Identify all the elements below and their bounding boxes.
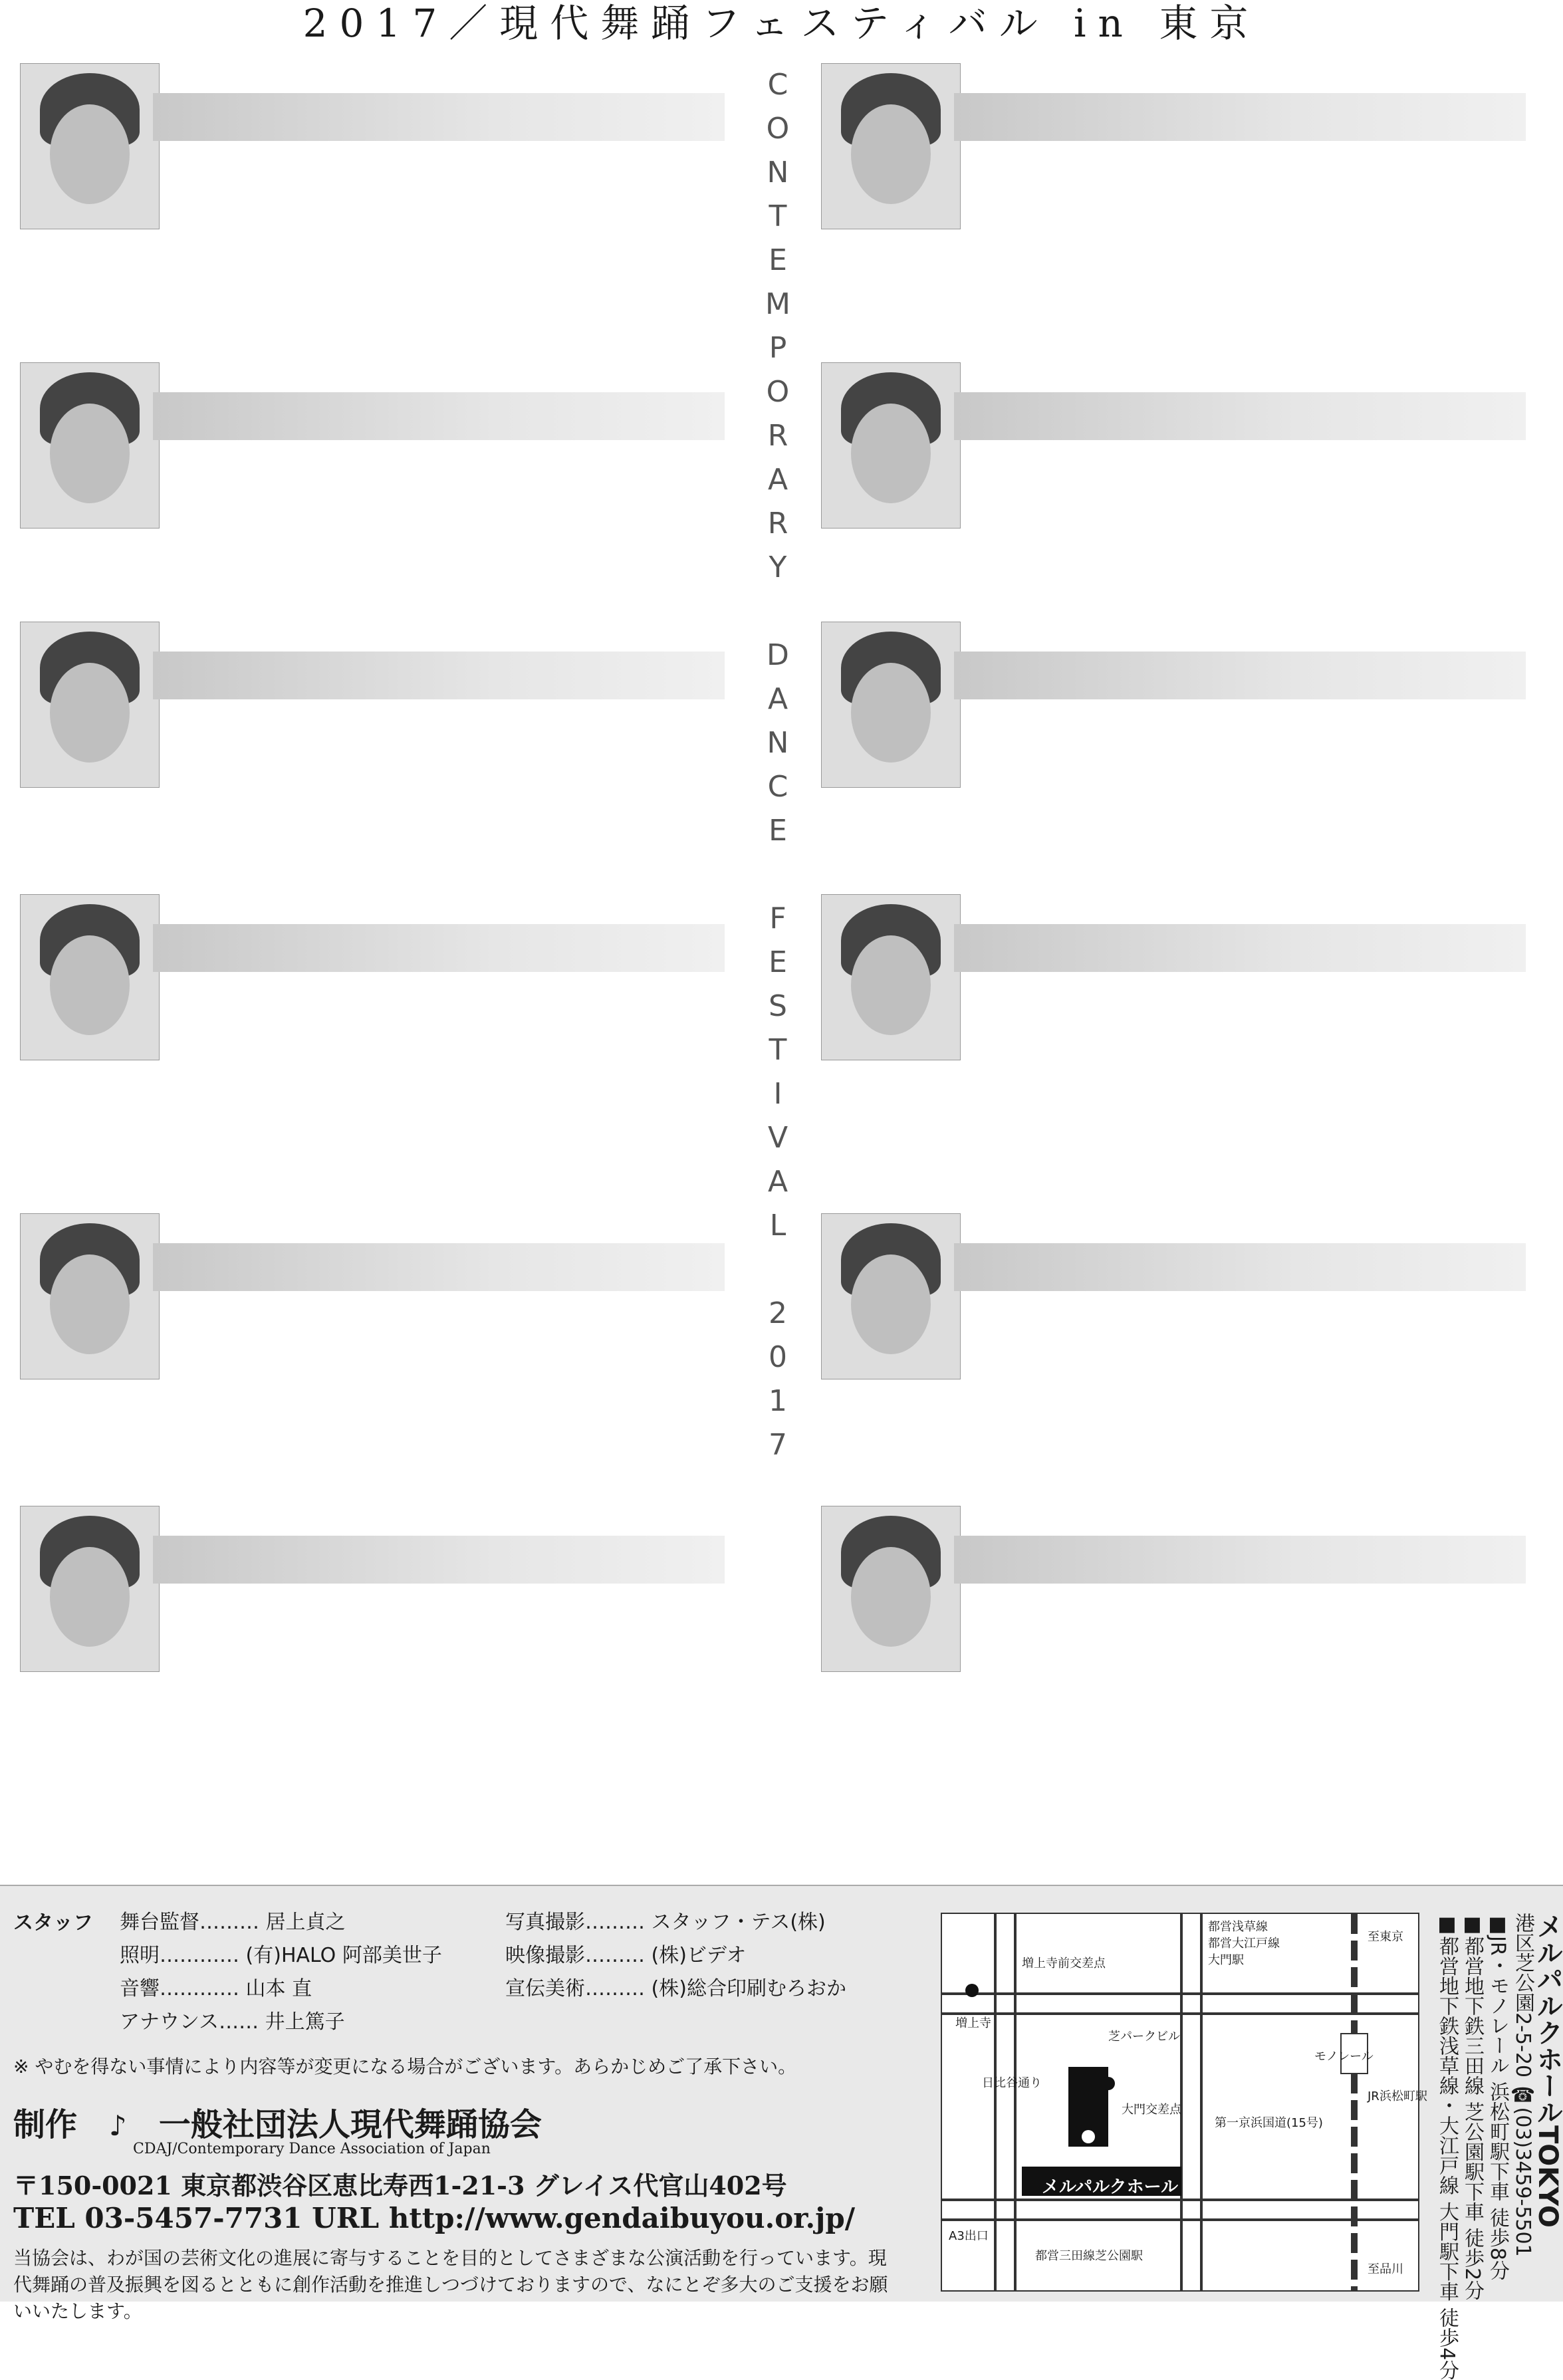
performer-photo [821, 1213, 961, 1379]
vertical-letter [751, 1248, 804, 1292]
tel-url: TEL 03-5457-7731 URL http://www.gendaibuyou.or.jp/ [13, 2202, 856, 2234]
staff-item: 舞台監督……… 居上貞之 [120, 1911, 346, 1934]
map-label: 日比谷通り [982, 2076, 1042, 2090]
vertical-letter: 7 [769, 1428, 787, 1462]
entry-name-bar [954, 1536, 1526, 1584]
photo-face [50, 404, 130, 503]
photo-face [851, 404, 931, 503]
staff-item: 宣伝美術……… (株)総合印刷むろおか [505, 1977, 846, 2000]
vertical-letter: C [767, 770, 788, 804]
performer-photo [821, 622, 961, 788]
photo-face [50, 1254, 130, 1354]
vertical-letter: N [767, 156, 789, 189]
vertical-letter [751, 853, 804, 897]
organization [13, 2099, 542, 2145]
vertical-letter: A [767, 1165, 788, 1199]
vertical-letter: N [767, 726, 789, 760]
staff-item: アナウンス…… 井上篤子 [120, 2010, 345, 2034]
map-label: A3出口 [949, 2229, 989, 2243]
vertical-letter: E [769, 243, 787, 277]
vertical-letter: T [769, 1033, 787, 1067]
org-subtitle: CDAJ/Contemporary Dance Association of Japan [133, 2141, 491, 2157]
vertical-letter: P [769, 331, 787, 365]
venue-line: ■JR・モノレール 浜松町駅下車 徒歩8分 [1486, 1913, 1509, 2280]
vertical-letter: E [769, 945, 787, 979]
map-label: 芝パークビル [1108, 2030, 1180, 2044]
map-label: 大門交差点 [1122, 2103, 1181, 2117]
entry-name-bar [153, 1536, 725, 1584]
venue-info [1426, 1913, 1563, 2380]
map-label: 大門駅 [1208, 1953, 1244, 1967]
staff-label: スタッフ [13, 1911, 93, 1935]
performer-photo [20, 63, 160, 229]
vertical-letter: A [767, 682, 788, 716]
photo-face [851, 104, 931, 204]
performer-photo [20, 622, 160, 788]
performer-photo [20, 362, 160, 529]
staff-item: 音響………… 山本 直 [120, 1977, 312, 2000]
map-label: 都営大江戸線 [1208, 1937, 1280, 1951]
entry-name-bar [954, 1243, 1526, 1291]
vertical-letter: D [767, 638, 789, 672]
notice: ※ やむを得ない事情により内容等が変更になる場合がございます。あらかじめご了承下さい。 [13, 2056, 797, 2078]
entry-name-bar [153, 1243, 725, 1291]
photo-face [50, 104, 130, 204]
access-map [941, 1913, 1427, 2292]
description: 当協会は、わが国の芸術文化の進展に寄与することを目的としてさまざまな公演活動を行っています。現代舞踊の普及振興を図るとともに創作活動を推進しつづけておりますので、なにとぞ多大のご支援をお願いいたします。 [13, 2247, 888, 2322]
entry-name-bar [153, 392, 725, 440]
festival-header: 2017／現代舞踊フェスティバル in 東京 [302, 1, 1261, 46]
map-label: 至品川 [1368, 2262, 1403, 2276]
vertical-letter: R [767, 419, 788, 453]
address: 〒150-0021 東京都渋谷区恵比寿西1-21-3 グレイス代官山402号 [13, 2171, 787, 2201]
photo-face [851, 1547, 931, 1647]
org-name: 一般社団法人現代舞踊協会 [158, 2106, 542, 2143]
vertical-letter: S [769, 989, 787, 1023]
performer-photo [821, 1506, 961, 1672]
performer-photo [821, 894, 961, 1060]
photo-face [851, 935, 931, 1035]
performer-photo [20, 894, 160, 1060]
vertical-letter: R [767, 507, 788, 540]
vertical-letter: V [767, 1121, 788, 1155]
staff-item: 照明………… (有)HALO 阿部美世子 [120, 1944, 442, 1967]
entry-name-bar [954, 652, 1526, 699]
map-label: メルパルクホール [1042, 2177, 1179, 2197]
vertical-letter: Y [769, 550, 787, 584]
map-label: 都営浅草線 [1208, 1920, 1268, 1934]
map-label: モノレール [1314, 2050, 1374, 2064]
entry-name-bar [954, 93, 1526, 141]
venue-line: ■都営地下鉄三田線 芝公園駅下車 徒歩2分 [1461, 1913, 1484, 2301]
vertical-letter: 1 [769, 1384, 787, 1418]
vertical-letter: I [773, 1077, 782, 1111]
map-label: 都営三田線芝公園駅 [1035, 2249, 1143, 2263]
performer-photo [20, 1213, 160, 1379]
venue-line: メルパルクホールTOKYO [1532, 1913, 1563, 2228]
vertical-letter: F [769, 901, 786, 935]
vertical-letter: E [769, 814, 787, 848]
map-label: 至東京 [1368, 1930, 1403, 1944]
entry-name-bar [153, 924, 725, 972]
venue-line: ■都営地下鉄浅草線・大江戸線 大門駅下車 徒歩4分 [1435, 1913, 1459, 2380]
vertical-letter: L [769, 1209, 786, 1243]
footer [0, 1885, 1563, 2380]
map-label: 増上寺 [955, 2016, 991, 2030]
vertical-letter: 2 [769, 1296, 787, 1330]
staff-item: 映像撮影……… (株)ビデオ [505, 1944, 747, 1967]
photo-face [50, 1547, 130, 1647]
map-label: JR浜松町駅 [1368, 2089, 1427, 2103]
photo-face [851, 663, 931, 763]
map-label: 第一京浜国道(15号) [1215, 2116, 1323, 2130]
vertical-letter: O [766, 112, 790, 146]
vertical-letter: O [766, 375, 790, 409]
performer-photo [20, 1506, 160, 1672]
photo-face [50, 663, 130, 763]
performer-photo [821, 362, 961, 529]
entry-name-bar [954, 392, 1526, 440]
map-label: 増上寺前交差点 [1022, 1957, 1106, 1970]
dancer-logo-icon: ♪ [109, 2109, 127, 2142]
photo-face [851, 1254, 931, 1354]
entry-name-bar [153, 93, 725, 141]
vertical-letter: 0 [769, 1340, 787, 1374]
staff-list-2 [505, 1906, 846, 2006]
vertical-letter: M [765, 287, 790, 321]
photo-face [50, 935, 130, 1035]
entry-name-bar [954, 924, 1526, 972]
staff-item: 写真撮影……… スタッフ・テス(株) [505, 1911, 826, 1934]
vertical-letter: C [767, 68, 788, 102]
entry-name-bar [153, 652, 725, 699]
venue-line: 港区芝公園2-5-20 ☎(03)3459-5501 [1511, 1913, 1534, 2257]
vertical-festival-title [751, 63, 804, 1467]
org-prefix: 制作 [13, 2106, 78, 2143]
vertical-letter [751, 590, 804, 634]
staff-list-1 [120, 1906, 442, 2039]
performer-photo [821, 63, 961, 229]
vertical-letter: A [767, 463, 788, 497]
vertical-letter: T [769, 199, 787, 233]
